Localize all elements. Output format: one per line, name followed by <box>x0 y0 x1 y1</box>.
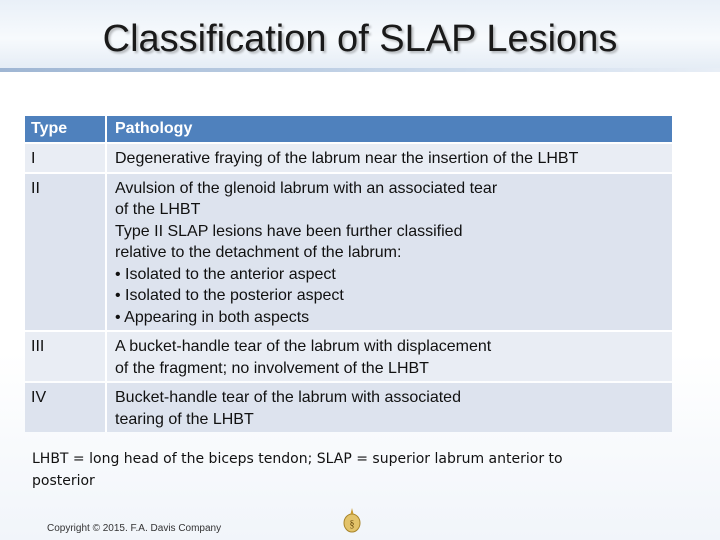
column-header-pathology: Pathology <box>107 116 672 142</box>
pathology-line: relative to the detachment of the labrum: <box>115 244 402 261</box>
pathology-line: of the LHBT <box>115 201 201 218</box>
table-row <box>25 383 672 432</box>
pathology-cell <box>107 144 672 172</box>
table-row <box>25 144 672 172</box>
pathology-line: Degenerative fraying of the labrum near the insertion of the LHBT <box>115 150 579 167</box>
type-cell: I <box>25 144 107 172</box>
copyright-notice: Copyright © 2015. F.A. Davis Company <box>47 523 222 534</box>
table-row <box>25 174 672 331</box>
pathology-line: tearing of the LHBT <box>115 410 254 428</box>
pathology-line: of the fragment; no involvement of the LHBT <box>115 359 429 377</box>
pathology-bullet: • Appearing in both aspects <box>115 308 310 326</box>
publisher-logo-icon <box>342 506 362 536</box>
pathology-cell <box>107 383 672 432</box>
pathology-bullet: • Isolated to the anterior aspect <box>115 265 336 283</box>
table-row <box>25 332 672 381</box>
column-header-type: Type <box>25 116 107 142</box>
pathology-line: Bucket-handle tear of the labrum with associated <box>115 389 461 406</box>
svg-text:§: § <box>349 519 355 530</box>
type-cell: IV <box>25 383 107 432</box>
type-cell: II <box>25 174 107 331</box>
pathology-line: A bucket-handle tear of the labrum with displacement <box>115 338 492 355</box>
pathology-bullet: • Isolated to the posterior aspect <box>115 287 344 304</box>
pathology-line: Type II SLAP lesions have been further classified <box>115 222 463 240</box>
pathology-line: Avulsion of the glenoid labrum with an associated tear <box>115 179 498 197</box>
type-cell: III <box>25 332 107 381</box>
pathology-cell <box>107 174 672 331</box>
slide-title: Classification of SLAP Lesions <box>102 18 618 60</box>
table-footnote: LHBT = long head of the biceps tendon; SLAP = superior labrum anterior to posterior <box>32 451 563 489</box>
pathology-cell <box>107 332 672 381</box>
table-header-row <box>25 116 672 142</box>
slap-classification-table <box>25 114 672 434</box>
